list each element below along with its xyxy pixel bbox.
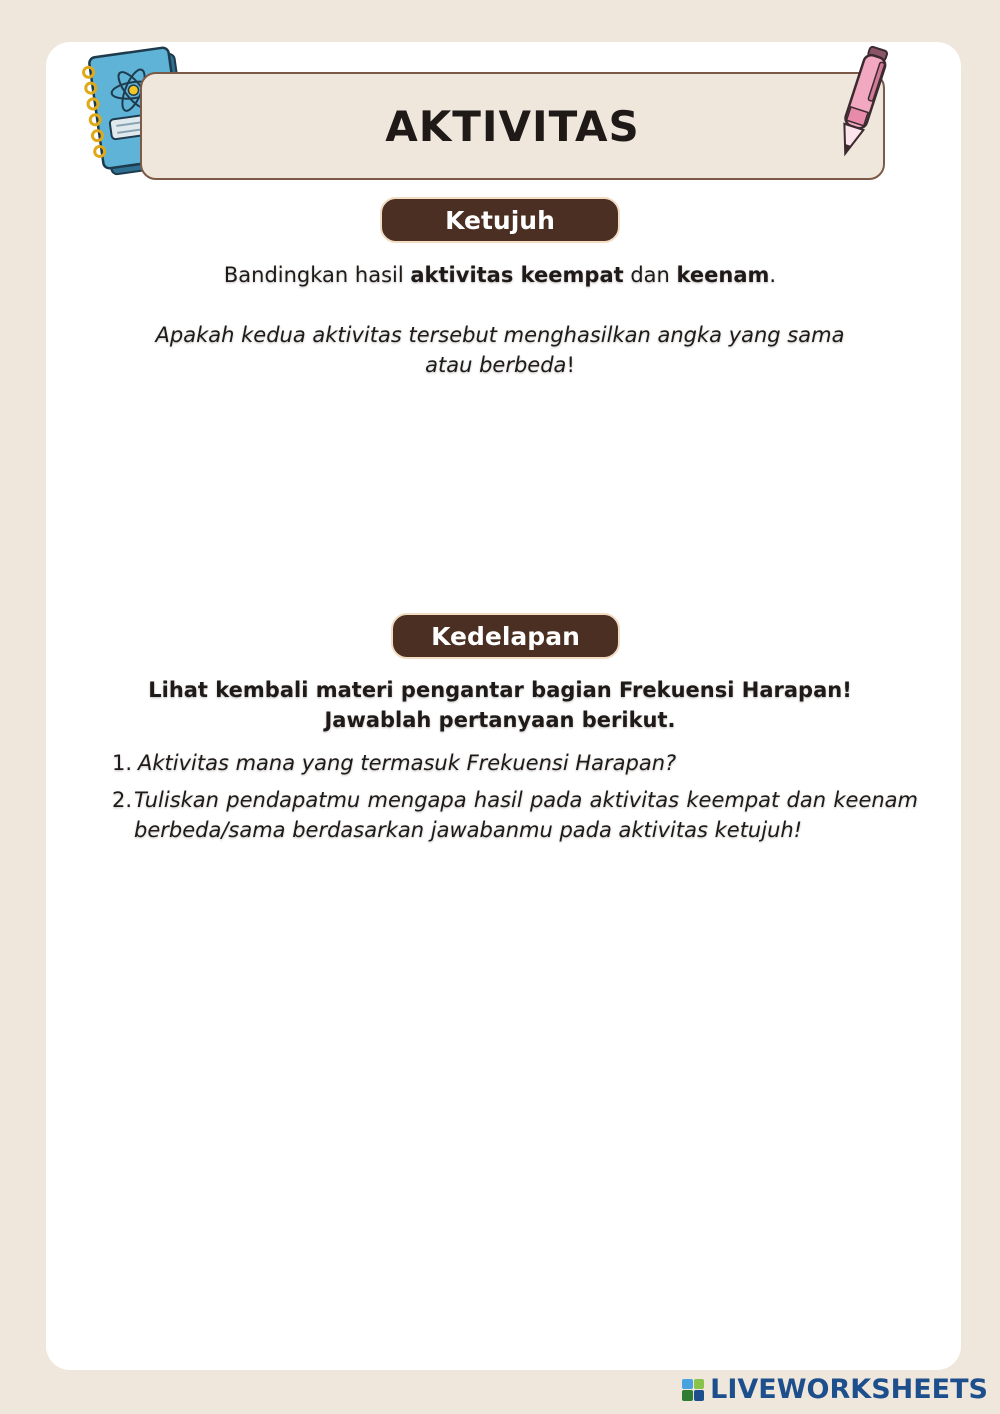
ketujuh-question [130,320,870,380]
ketujuh-instruction [130,260,870,290]
question-text: Tuliskan pendapatmu mengapa hasil pada aktivitas keempat dan keenam berbeda/sama berdasarkan jawabanmu pada aktivitas ketujuh! [134,788,918,842]
question-number: 1. [112,751,133,775]
instruction-bold-activity-four: aktivitas keempat [410,263,624,287]
instruction-text: . [769,263,777,287]
question-number: 2. [112,788,133,812]
page-title: AKTIVITAS [385,101,640,151]
title-banner [140,72,885,180]
kedelapan-instruction [130,675,870,735]
section-label-ketujuh: Ketujuh [380,197,620,243]
question-end: ! [566,353,575,377]
question-item [112,748,918,778]
question-item [112,785,918,845]
liveworksheets-brand [682,1374,988,1405]
instruction-line-2: Jawablah pertanyaan berikut. [324,708,676,732]
brand-name: LIVEWORKSHEETS [710,1374,988,1405]
section-label-kedelapan: Kedelapan [391,613,620,659]
liveworksheets-logo-icon [682,1379,704,1401]
instruction-text: Bandingkan hasil [223,263,411,287]
instruction-text: dan [623,263,677,287]
instruction-line-1: Lihat kembali materi pengantar bagian Frekuensi Harapan! [148,678,852,702]
pen-icon [826,40,896,170]
question-text: Aktivitas mana yang termasuk Frekuensi Harapan? [138,751,677,775]
question-list [112,748,918,852]
instruction-bold-activity-six: keenam [676,263,770,287]
question-text: Apakah kedua aktivitas tersebut menghasilkan angka yang sama atau berbeda [155,323,845,377]
